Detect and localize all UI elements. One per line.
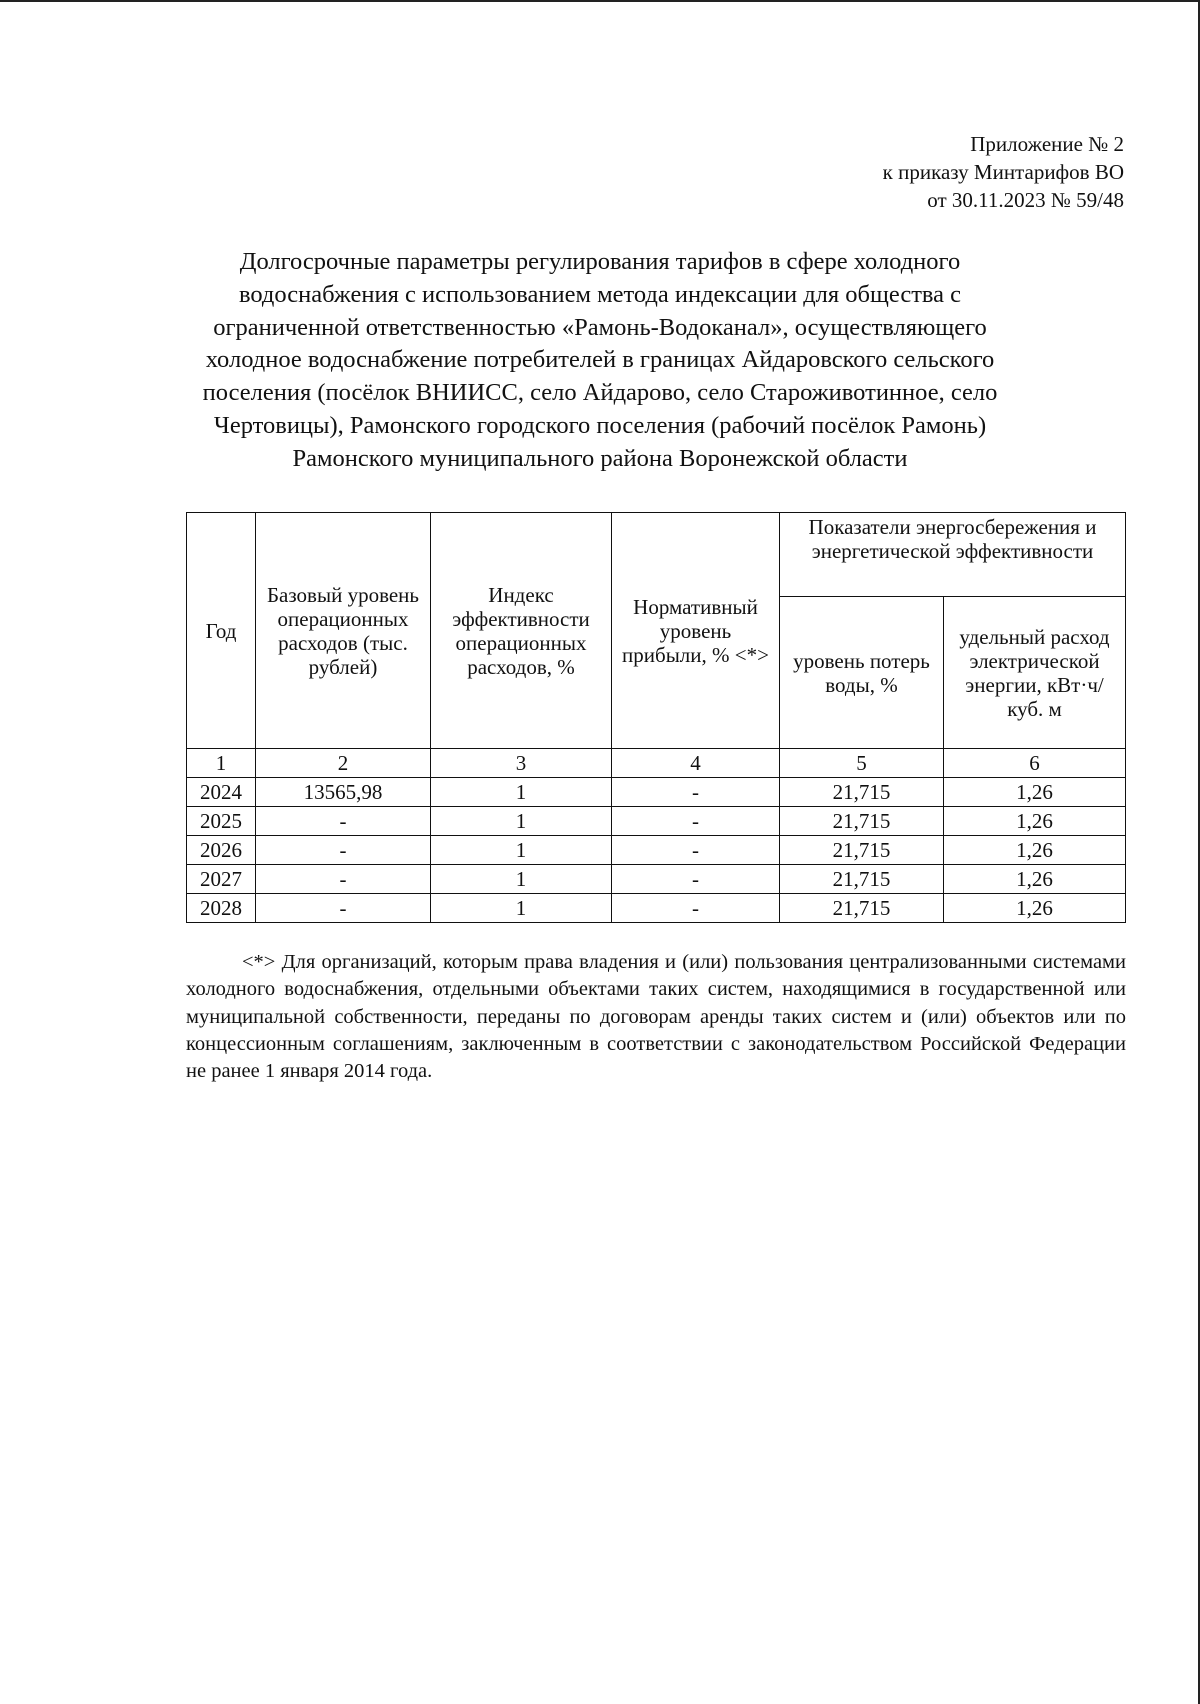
cell-year: 2027 (187, 865, 256, 894)
title-line: Рамонского муниципального района Воронежской области (292, 444, 908, 472)
column-number: 6 (944, 749, 1126, 778)
title-line: ограниченной ответственностью «Рамонь-Водоканал», осуществляющего (213, 313, 987, 341)
cell-electricity: 1,26 (944, 807, 1126, 836)
header-energy-group: Показатели энергосбережения и энергетической эффективности (780, 513, 1126, 597)
appendix-date-number: от 30.11.2023 № 59/48 (927, 188, 1124, 212)
cell-water-loss: 21,715 (780, 865, 944, 894)
scan-border-top (0, 0, 1200, 2)
column-number: 3 (431, 749, 612, 778)
title-line: водоснабжения с использованием метода индексации для общества с (238, 280, 962, 308)
title-line: поселения (посёлок ВНИИСС, село Айдарово, село Староживотинное, село (202, 379, 998, 407)
cell-base-level: - (256, 894, 431, 923)
cell-electricity: 1,26 (944, 778, 1126, 807)
appendix-number: Приложение № 2 (970, 132, 1124, 156)
cell-efficiency-index: 1 (431, 807, 612, 836)
document-title (180, 246, 1020, 476)
cell-base-level: - (256, 807, 431, 836)
header-electricity: удельный расход электрической энергии, кВт·ч/куб. м (944, 597, 1126, 749)
table-row (187, 865, 1126, 894)
appendix-order: к приказу Минтарифов ВО (882, 160, 1124, 184)
cell-base-level: - (256, 836, 431, 865)
column-number: 4 (612, 749, 780, 778)
parameters-table (186, 512, 1126, 923)
cell-year: 2028 (187, 894, 256, 923)
footnote-text: <*> Для организаций, которым права владения и (или) пользования централизованными системами холодного водоснабжения, отдельными объектами таких систем, находящимися в государственной или муниципальной собственности, переданы по договорам аренды таких систем и (или) объектов или по концессионным соглашениям, заключенным в соответствии с законодательством Российской Федерации не ранее 1 января 2014 года. (186, 951, 1126, 1083)
table-row (187, 894, 1126, 923)
cell-profit-level: - (612, 778, 780, 807)
cell-electricity: 1,26 (944, 836, 1126, 865)
cell-base-level: - (256, 865, 431, 894)
cell-electricity: 1,26 (944, 865, 1126, 894)
cell-efficiency-index: 1 (431, 778, 612, 807)
column-number: 5 (780, 749, 944, 778)
table-row (187, 836, 1126, 865)
title-line: Долгосрочные параметры регулирования тарифов в сфере холодного (239, 248, 961, 275)
title-line: холодное водоснабжение потребителей в границах Айдаровского сельского (205, 346, 995, 374)
cell-profit-level: - (612, 807, 780, 836)
appendix-reference (883, 130, 1124, 214)
title-line: Чертовицы), Рамонского городского поселения (рабочий посёлок Рамонь) (213, 411, 987, 439)
cell-profit-level: - (612, 836, 780, 865)
header-water-loss: уровень потерь воды, % (780, 597, 944, 749)
header-year: Год (187, 513, 256, 749)
header-base-level: Базовый уровень операционных расходов (тыс. рублей) (256, 513, 431, 749)
cell-electricity: 1,26 (944, 894, 1126, 923)
cell-base-level: 13565,98 (256, 778, 431, 807)
cell-water-loss: 21,715 (780, 778, 944, 807)
cell-water-loss: 21,715 (780, 836, 944, 865)
cell-water-loss: 21,715 (780, 807, 944, 836)
header-profit-level: Нормативный уровень прибыли, % <*> (612, 513, 780, 749)
cell-profit-level: - (612, 894, 780, 923)
cell-year: 2025 (187, 807, 256, 836)
cell-year: 2026 (187, 836, 256, 865)
header-efficiency-index: Индекс эффективности операционных расходов, % (431, 513, 612, 749)
cell-efficiency-index: 1 (431, 894, 612, 923)
cell-year: 2024 (187, 778, 256, 807)
table-row (187, 778, 1126, 807)
cell-water-loss: 21,715 (780, 894, 944, 923)
cell-efficiency-index: 1 (431, 865, 612, 894)
footnote (186, 949, 1126, 1085)
table-row (187, 807, 1126, 836)
cell-efficiency-index: 1 (431, 836, 612, 865)
column-number-row (187, 749, 1126, 778)
column-number: 2 (256, 749, 431, 778)
column-number: 1 (187, 749, 256, 778)
cell-profit-level: - (612, 865, 780, 894)
